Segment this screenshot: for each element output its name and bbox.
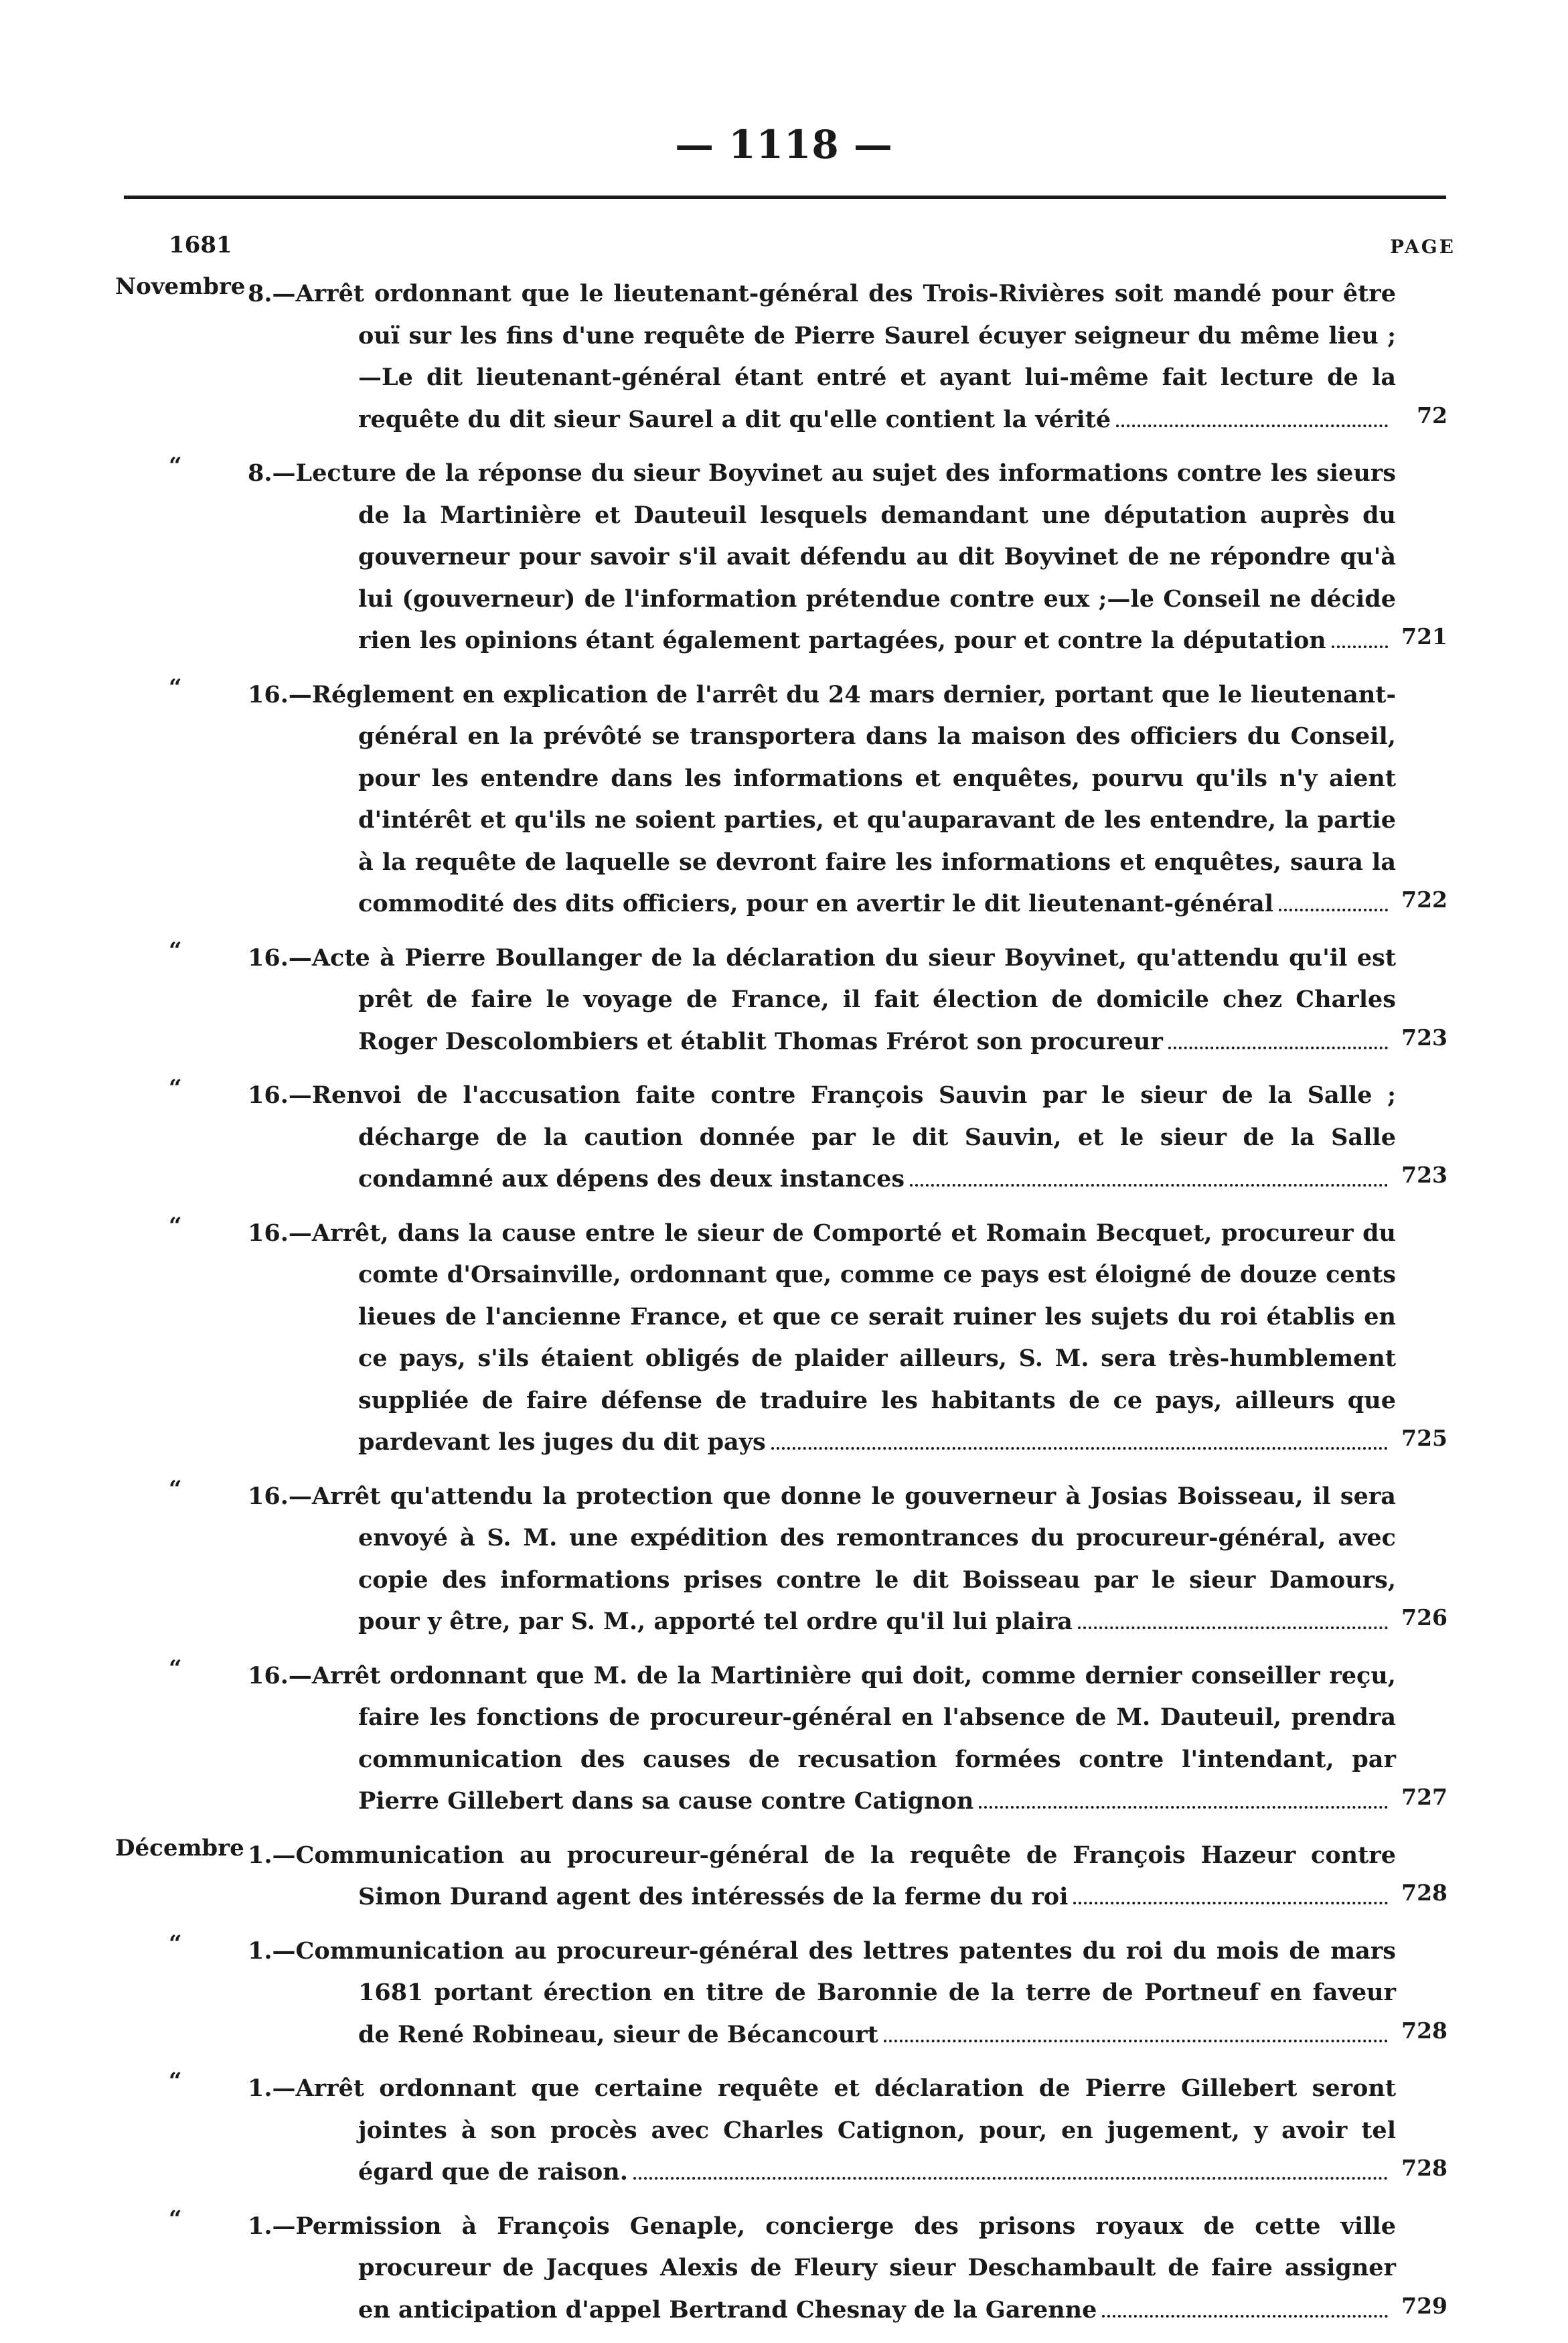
entry-ditto-mark: “ — [169, 453, 182, 479]
entry-9 — [0, 1835, 1568, 1918]
dot-leader — [771, 1446, 1388, 1450]
entry-text-body: 1.—Arrêt ordonnant que certaine requête et déclaration de Pierre Gillebert seront jointes à son procès avec Charles Catignon, pour, en jugement, y avoir tel égard que de raison. — [248, 2074, 1396, 2186]
entry-text — [248, 453, 1396, 662]
entry-text-body: 1.—Communication au procureur-général des lettres patentes du roi du mois de mars 1681 portant érection en titre de Baronnie de la terre de Portneuf en faveur de René Robineau, sieur de Bécancourt — [248, 1937, 1396, 2048]
entry-11 — [0, 2068, 1568, 2194]
dot-leader — [1279, 908, 1388, 911]
entry-page-ref: 723 — [1401, 1024, 1447, 1051]
dot-leader — [979, 1805, 1388, 1809]
entry-text-body: 16.—Acte à Pierre Boullanger de la déclaration du sieur Boyvinet, qu'attendu qu'il est prêt de faire le voyage de France, il fait élection de domicile chez Charles Roger Descolombiers et établit Thomas Frérot son procureur — [248, 943, 1396, 1055]
entry-6 — [0, 1213, 1568, 1464]
header-year: 1681 — [169, 232, 232, 258]
entry-page-ref: 729 — [1401, 2292, 1447, 2319]
entry-1 — [0, 273, 1568, 441]
entry-text — [248, 1476, 1396, 1643]
dot-leader — [1332, 645, 1388, 648]
dot-leader — [910, 1183, 1388, 1187]
entry-text-body: 8.—Lecture de la réponse du sieur Boyvinet au sujet des informations contre les sieurs de la Martinière et Dauteuil lesquels demandant une députation auprès du gouverneur pour savoir s'il avait défendu au dit Boyvinet de ne répondre qu'à lui (gouverneur) de l'information prétendue contre eux ;—le Conseil ne décide rien les opinions étant également partagées, pour et contre la députation — [248, 459, 1396, 654]
entry-3 — [0, 674, 1568, 925]
dot-leader — [633, 2176, 1388, 2180]
dot-leader — [1116, 424, 1388, 427]
entry-ditto-mark: “ — [169, 1930, 182, 1957]
entry-4 — [0, 937, 1568, 1063]
entries-list — [0, 273, 1568, 2343]
entry-text-body: 16.—Arrêt qu'attendu la protection que donne le gouverneur à Josias Boisseau, il sera envoyé à S. M. une expédition des remontrances du procureur-général, avec copie des informations prises contre le dit Boisseau par le sieur Damours, pour y être, par S. M., apporté tel ordre qu'il lui plaira — [248, 1482, 1396, 1635]
entry-text-body: 8.—Arrêt ordonnant que le lieutenant-général des Trois-Rivières soit mandé pour être ouï sur les fins d'une requête de Pierre Saurel écuyer seigneur du même lieu ;—Le dit lieutenant-général étant entré et ayant lui-même fait lecture de la requête du dit sieur Saurel a dit qu'elle contient la vérité — [248, 280, 1396, 433]
entry-page-ref: 727 — [1401, 1784, 1447, 1810]
entry-ditto-mark: “ — [169, 1212, 182, 1239]
entry-12 — [0, 2206, 1568, 2332]
entry-text-body: 16.—Arrêt, dans la cause entre le sieur de Comporté et Romain Becquet, procureur du comte d'Orsainville, ordonnant que, comme ce pays est éloigné de douze cents lieues de l'ancienne France, et que ce serait ruiner les sujets du roi établis en ce pays, s'ils étaient obligés de plaider ailleurs, S. M. sera très-humblement suppliée de faire défense de traduire les habitants de ce pays, ailleurs que pardevant les juges du dit pays — [248, 1219, 1396, 1456]
entry-text — [248, 1213, 1396, 1464]
page-number: — 1118 — — [675, 122, 893, 167]
entry-month: Novembre — [115, 273, 246, 300]
entry-text — [248, 2206, 1396, 2332]
dot-leader — [1073, 1901, 1388, 1904]
entry-text-body: 16.—Renvoi de l'accusation faite contre François Sauvin par le sieur de la Salle ; décharge de la caution donnée par le dit Sauvin, et le sieur de la Salle condamné aux dépens des deux instances — [248, 1081, 1396, 1193]
entry-5 — [0, 1075, 1568, 1201]
entry-ditto-mark: “ — [169, 674, 182, 701]
entry-text-body: 16.—Arrêt ordonnant que M. de la Martinière qui doit, comme dernier conseiller reçu, faire les fonctions de procureur-général en l'absence de M. Dauteuil, prendra communication des causes de recusation formées contre l'intendant, par Pierre Gillebert dans sa cause contre Catignon — [248, 1661, 1396, 1815]
entry-ditto-mark: “ — [169, 2068, 182, 2095]
entry-text — [248, 937, 1396, 1063]
dot-leader — [1168, 1046, 1388, 1049]
entry-text-body: 1.—Communication au procureur-général de la requête de François Hazeur contre Simon Durand agent des intéressés de la ferme du roi — [248, 1841, 1396, 1910]
dot-leader — [1102, 2314, 1388, 2318]
entry-text — [248, 1931, 1396, 2056]
entry-ditto-mark: “ — [169, 1475, 182, 1503]
entry-page-ref: 723 — [1401, 1162, 1447, 1188]
entry-text — [248, 273, 1396, 441]
entry-page-ref: 72 — [1417, 402, 1447, 429]
entry-page-ref: 726 — [1401, 1604, 1447, 1631]
entry-10 — [0, 1931, 1568, 2056]
entry-ditto-mark: “ — [169, 2205, 182, 2233]
entry-ditto-mark: “ — [169, 1655, 182, 1682]
entry-2 — [0, 453, 1568, 662]
dot-leader — [1078, 1626, 1388, 1629]
entry-text — [248, 1655, 1396, 1823]
entry-text — [248, 2068, 1396, 2194]
entry-page-ref: 722 — [1401, 887, 1447, 913]
entry-text — [248, 674, 1396, 925]
entry-8 — [0, 1655, 1568, 1823]
entry-text — [248, 1835, 1396, 1918]
entry-page-ref: 728 — [1401, 2017, 1447, 2044]
header-page-label: PAGE — [1390, 236, 1456, 258]
entry-page-ref: 725 — [1401, 1425, 1447, 1451]
entry-7 — [0, 1476, 1568, 1643]
header-rule — [124, 196, 1446, 199]
entry-page-ref: 728 — [1401, 2155, 1447, 2181]
entry-ditto-mark: “ — [169, 1075, 182, 1102]
entry-page-ref: 721 — [1401, 623, 1447, 650]
entry-ditto-mark: “ — [169, 937, 182, 964]
entry-text-body: 1.—Permission à François Genaple, concierge des prisons royaux de cette ville procureur de Jacques Alexis de Fleury sieur Deschambault de faire assigner en anticipation d'appel Bertrand Chesnay de la Garenne — [248, 2212, 1396, 2324]
entry-page-ref: 728 — [1401, 1880, 1447, 1906]
entry-month: Décembre — [115, 1834, 244, 1862]
dot-leader — [884, 2039, 1388, 2042]
entry-text-body: 16.—Réglement en explication de l'arrêt du 24 mars dernier, portant que le lieutenant-général en la prévôté se transportera dans la maison des officiers du Conseil, pour les entendre dans les informations et enquêtes, pourvu qu'ils n'y aient d'intérêt et qu'ils ne soient parties, et qu'auparavant de les entendre, la partie à la requête de laquelle se devront faire les informations et enquêtes, saura la commodité des dits officiers, pour en avertir le dit lieutenant-général — [248, 680, 1396, 917]
entry-text — [248, 1075, 1396, 1201]
